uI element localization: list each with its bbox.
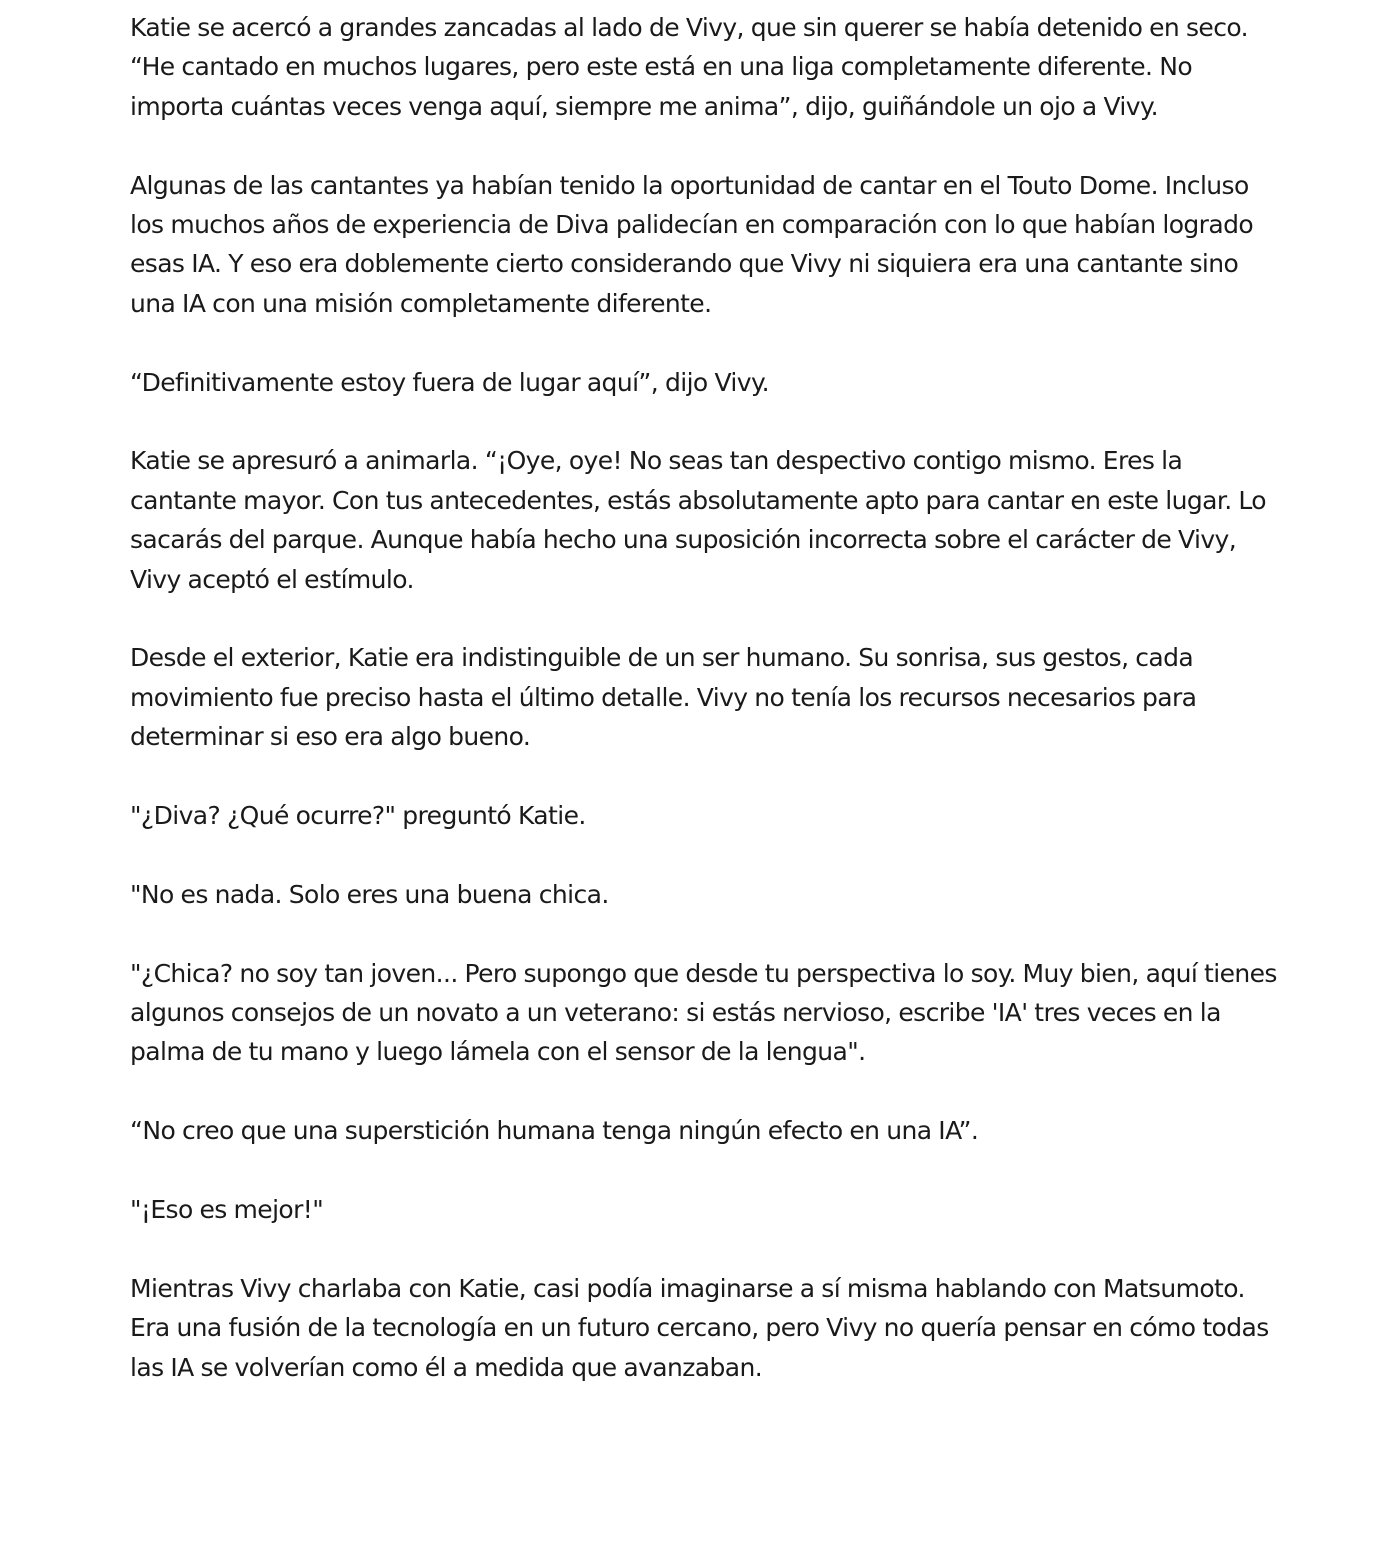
paragraph: Katie se acercó a grandes zancadas al lado de Vivy, que sin querer se había detenido en seco. “He cantado en muchos lugares, pero este está en una liga completamente diferente. No importa cuántas veces venga aquí, siempre me anima”, dijo, guiñándole un ojo a Vivy.	[130, 13, 1248, 121]
body-text	[130, 8, 1280, 1426]
paragraph: "No es nada. Solo eres una buena chica.	[130, 879, 609, 909]
paragraph: Mientras Vivy charlaba con Katie, casi podía imaginarse a sí misma hablando con Matsumoto. Era una fusión de la tecnología en un futuro cercano, pero Vivy no quería pensar en cómo todas las IA se volverían como él a medida que avanzaban.	[130, 1273, 1269, 1382]
paragraph: Desde el exterior, Katie era indistinguible de un ser humano. Su sonrisa, sus gestos, cada movimiento fue preciso hasta el último detalle. Vivy no tenía los recursos necesarios para determinar si eso era algo bueno.	[130, 643, 1197, 752]
paragraph: “Definitivamente estoy fuera de lugar aquí”, dijo Vivy.	[130, 367, 769, 397]
paragraph: “No creo que una superstición humana tenga ningún efecto en una IA”.	[130, 1116, 979, 1146]
paragraph: "¿Diva? ¿Qué ocurre?" preguntó Katie.	[130, 801, 586, 831]
paragraph: "¡Eso es mejor!"	[130, 1195, 324, 1225]
paragraph: "¿Chica? no soy tan joven... Pero supongo que desde tu perspectiva lo soy. Muy bien, aquí tienes algunos consejos de un novato a un veterano: si estás nervioso, escribe 'IA' tres veces en la palma de tu mano y luego lámela con el sensor de la lengua".	[130, 958, 1277, 1067]
paragraph: Algunas de las cantantes ya habían tenido la oportunidad de cantar en el Touto Dome. Incluso los muchos años de experiencia de Diva palidecían en comparación con lo que habían logrado esas IA. Y eso era doblemente cierto considerando que Vivy ni siquiera era una cantante sino una IA con una misión completamente diferente.	[130, 170, 1254, 318]
paragraph: Katie se apresuró a animarla. “¡Oye, oye! No seas tan despectivo contigo mismo. Eres la cantante mayor. Con tus antecedentes, estás absolutamente apto para cantar en este lugar. Lo sacarás del parque. Aunque había hecho una suposición incorrecta sobre el carácter de Vivy, Vivy aceptó el estímulo.	[130, 446, 1266, 594]
